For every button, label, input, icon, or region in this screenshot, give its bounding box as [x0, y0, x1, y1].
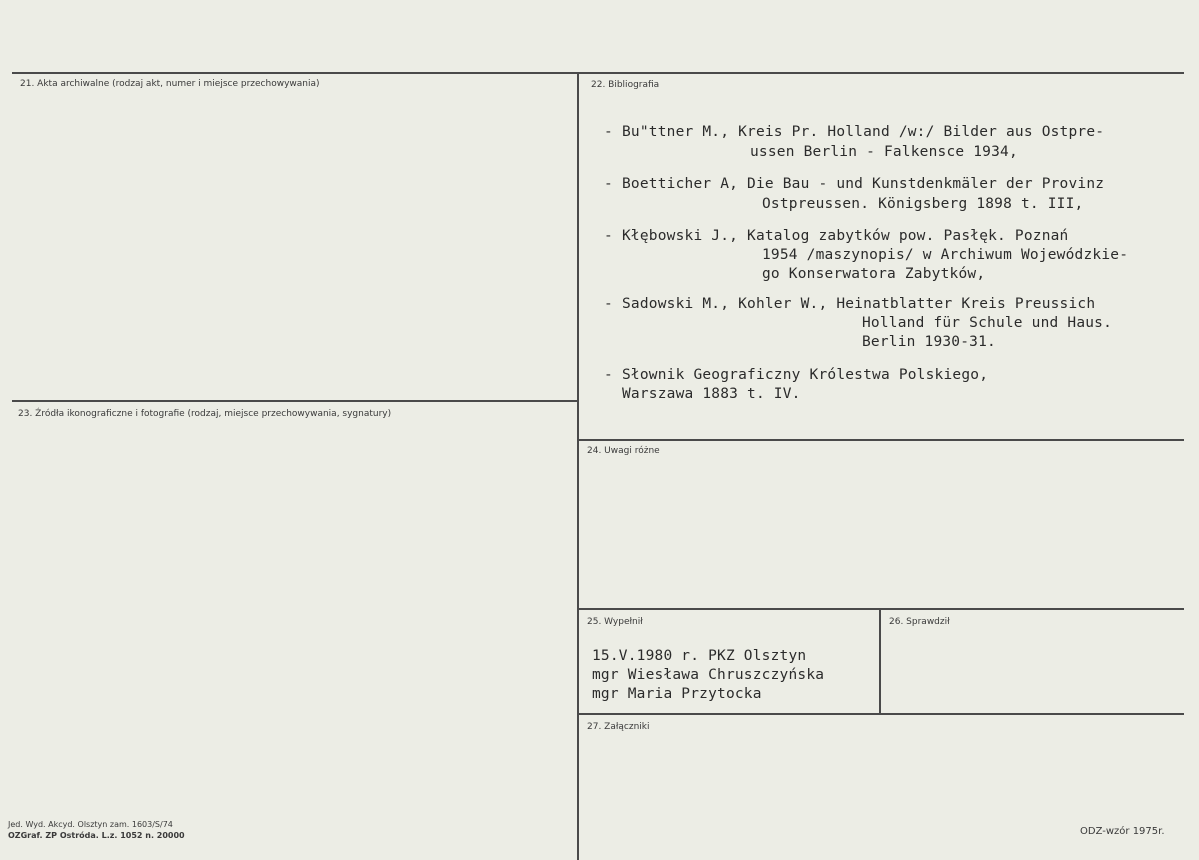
- bullet-dash: -: [604, 228, 613, 244]
- right-rule-27: [578, 713, 1184, 715]
- bibliography-line: Bu"ttner M., Kreis Pr. Holland /w:/ Bilder aus Ostpre-: [622, 124, 1105, 140]
- field-26-label: 26. Sprawdził: [889, 617, 950, 627]
- bibliography-line: Warszawa 1883 t. IV.: [622, 386, 801, 402]
- left-mid-rule: [12, 400, 578, 402]
- bibliography-line: ussen Berlin - Falkensce 1934,: [750, 144, 1018, 160]
- bibliography-line: Ostpreussen. Königsberg 1898 t. III,: [762, 196, 1084, 212]
- bibliography-line: 1954 /maszynopis/ w Archiwum Wojewódzkie-: [762, 247, 1129, 263]
- field-27-label: 27. Załączniki: [587, 722, 650, 732]
- filled-by-line: 15.V.1980 r. PKZ Olsztyn: [592, 648, 807, 664]
- center-divider: [577, 72, 579, 860]
- filled-by-line: mgr Maria Przytocka: [592, 686, 762, 702]
- bullet-dash: -: [604, 367, 613, 383]
- divider-25-26: [879, 608, 881, 713]
- field-22-label: 22. Bibliografia: [591, 80, 660, 90]
- field-23-label: 23. Źródła ikonograficzne i fotografie (rodzaj, miejsce przechowywania, sygnatury): [18, 409, 392, 419]
- bibliography-line: Boetticher A, Die Bau - und Kunstdenkmäler der Provinz: [622, 176, 1105, 192]
- bibliography-line: Berlin 1930-31.: [862, 334, 996, 350]
- field-21-label: 21. Akta archiwalne (rodzaj akt, numer i miejsce przechowywania): [20, 79, 320, 89]
- form-identifier: ODZ-wzór 1975r.: [1080, 826, 1165, 837]
- bibliography-line: go Konserwatora Zabytków,: [762, 266, 986, 282]
- filled-by-line: mgr Wiesława Chruszczyńska: [592, 667, 825, 683]
- print-info-line2: OZGraf. ZP Ostróda. L.z. 1052 n. 20000: [8, 831, 185, 840]
- bibliography-line: Holland für Schule und Haus.: [862, 315, 1113, 331]
- bullet-dash: -: [604, 176, 613, 192]
- bullet-dash: -: [604, 124, 613, 140]
- bibliography-line: Kłębowski J., Katalog zabytków pow. Pasłęk. Poznań: [622, 228, 1069, 244]
- bullet-dash: -: [604, 296, 613, 312]
- bibliography-line: Słownik Geograficzny Królestwa Polskiego,: [622, 367, 989, 383]
- field-24-label: 24. Uwagi różne: [587, 446, 660, 456]
- right-rule-25: [578, 608, 1184, 610]
- right-rule-24: [578, 439, 1184, 441]
- print-info-line1: Jed. Wyd. Akcyd. Olsztyn zam. 1603/S/74: [8, 820, 173, 829]
- top-rule: [12, 72, 1184, 74]
- field-25-label: 25. Wypełnił: [587, 617, 643, 627]
- bibliography-line: Sadowski M., Kohler W., Heinatblatter Kreis Preussich: [622, 296, 1096, 312]
